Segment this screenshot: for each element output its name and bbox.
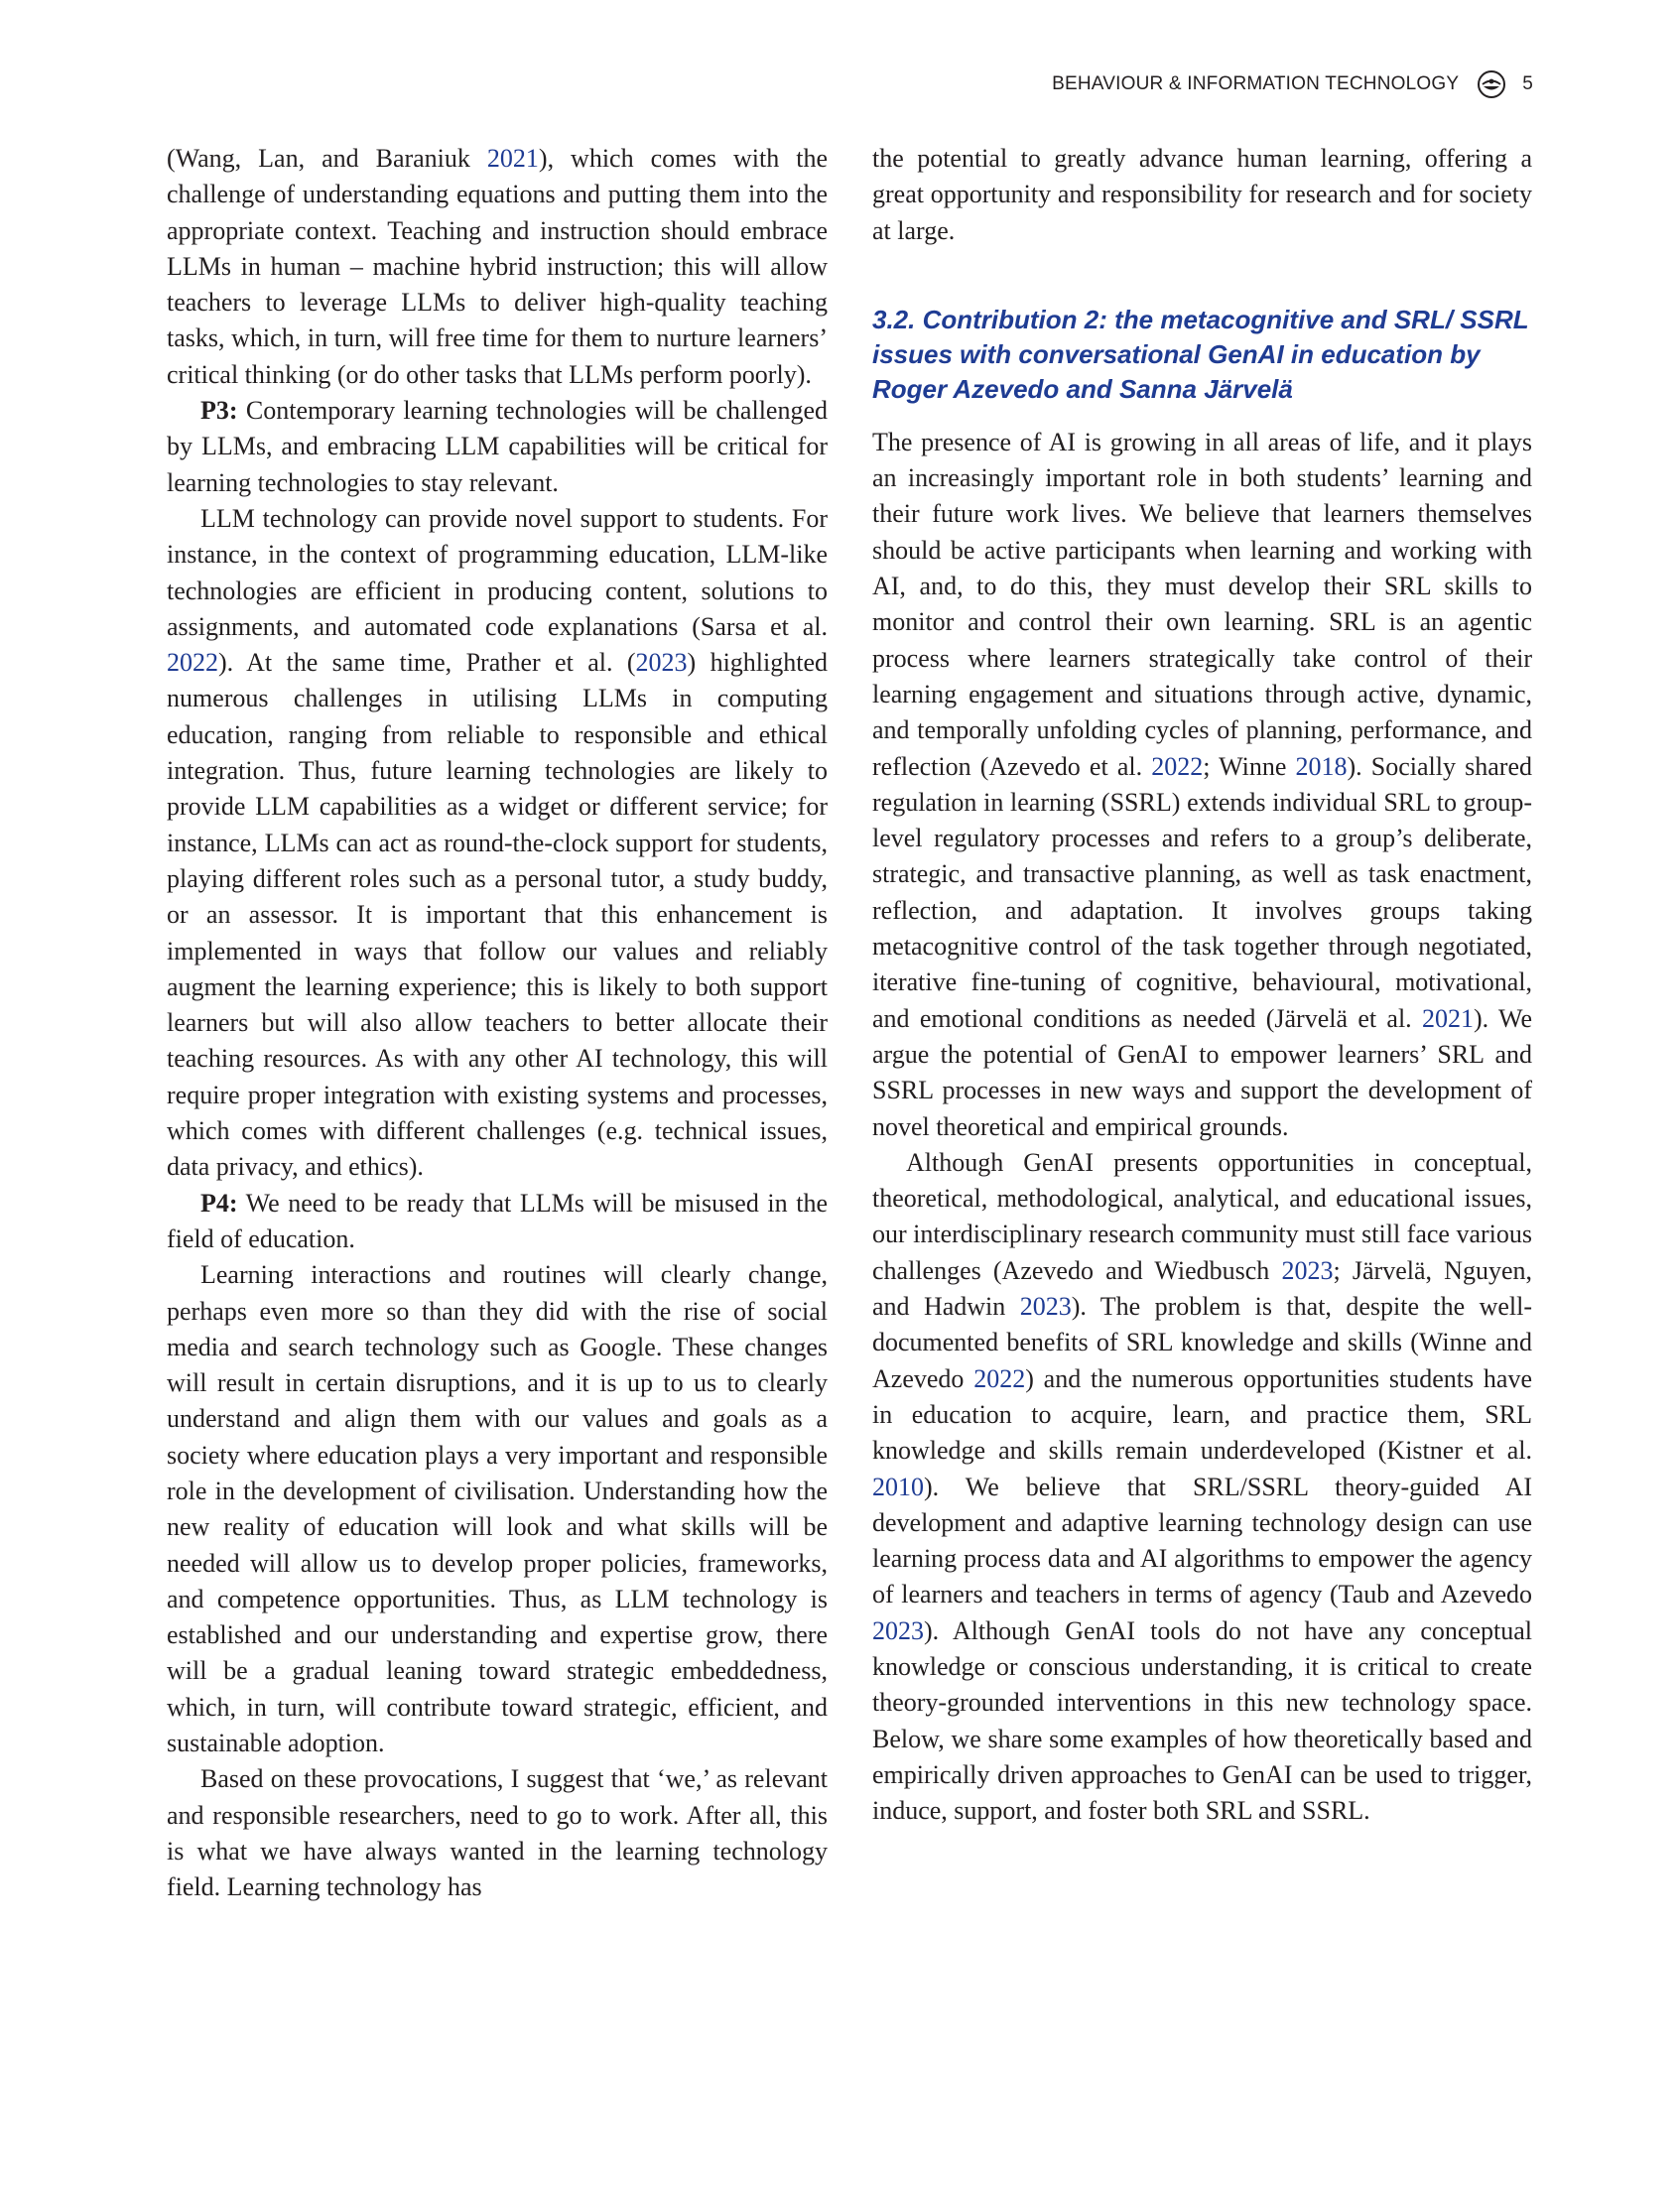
left-column [167,141,828,1906]
citation-year-link[interactable]: 2022 [973,1363,1026,1393]
citation-year-link[interactable]: 2023 [635,648,688,678]
paragraph [167,1257,828,1761]
text-run: LLM technology can provide novel support to students. For instance, in the context of programming education, LLM-like technologies are efficient in producing content, solutions to assignments, and automated code explanations (Sarsa et al. [167,503,828,641]
page-number: 5 [1522,73,1533,94]
paragraph [167,1761,828,1905]
text-run: Although GenAI presents opportunities in conceptual, theoretical, methodological, analytical, and educational issues, our interdisciplinary research community must still face various challenges (Azevedo and Wiedbusch [872,1147,1532,1285]
provocation-label: P3: [200,396,238,426]
citation-year-link[interactable]: 2022 [1151,751,1204,781]
text-run: ). The problem is that, despite the well-documented benefits of SRL knowledge and skills (Winne and Azevedo [872,1292,1532,1393]
paragraph [872,141,1532,249]
paragraph-provocation-p3 [167,393,828,501]
text-run: ) and the numerous opportunities students have in education to acquire, learn, and practice them, SRL knowledge and skills remain underdeveloped (Kistner et al. [872,1363,1532,1466]
paragraph [872,425,1532,1145]
text-run: (Wang, Lan, and Baraniuk [167,144,487,173]
journal-title: BEHAVIOUR & INFORMATION TECHNOLOGY [1052,73,1460,94]
text-run: ). We argue the potential of GenAI to empower learners’ SRL and SSRL processes in new ways and support the development of novel theoretical and empirical grounds. [872,1003,1532,1141]
text-run: ; Järvelä, Nguyen, and Hadwin [872,1255,1532,1322]
paragraph-provocation-p4 [167,1186,828,1258]
text-run: Contemporary learning technologies will be challenged by LLMs, and embracing LLM capabilities will be critical for learning technologies to stay relevant. [167,396,828,497]
citation-year-link[interactable]: 2018 [1295,751,1348,781]
running-head [1052,69,1533,99]
text-run: ; Winne [1203,751,1296,781]
citation-year-link[interactable]: 2021 [1421,1003,1474,1033]
citation-year-link[interactable]: 2023 [872,1615,924,1645]
provocation-label: P4: [200,1188,238,1218]
text-run: ). At the same time, Prather et al. ( [218,648,636,678]
citation-year-link[interactable]: 2023 [1019,1292,1072,1322]
citation-year-link[interactable]: 2023 [1281,1255,1334,1285]
text-run: ) highlighted numerous challenges in utilising LLMs in computing education, ranging from reliable to responsible and ethical integration. Thus, future learning technologies are likely to provide LLM capabilities as a widget or different service; for instance, LLMs can act as round-the-clock support for students, playing different roles such as a personal tutor, a study buddy, or an assessor. It is important that this enhancement is implemented in ways that follow our values and reliably augment the learning experience; this is likely to both support learners but will also allow teachers to better allocate their teaching resources. As with any other AI technology, this will require proper integration with existing systems and processes, which comes with different challenges (e.g. technical issues, data privacy, and ethics). [167,648,828,1182]
citation-year-link[interactable]: 2010 [872,1472,924,1501]
right-column [872,141,1532,1829]
citation-year-link[interactable]: 2021 [486,144,539,173]
text-run: The presence of AI is growing in all areas of life, and it plays an increasingly important role in both students’ learning and their future work lives. We believe that learners themselves should be active participants when learning and working with AI, and, to do this, they must develop their SRL skills to monitor and control their own learning. SRL is an agentic process where learners strategically take control of their learning engagement and situations through active, dynamic, and temporally unfolding cycles of planning, performance, and reflection (Azevedo et al. [872,427,1532,781]
paragraph [872,1145,1532,1830]
crossmark-logo-icon [1477,69,1506,99]
text-run: ). Socially shared regulation in learning (SSRL) extends individual SRL to group-level regulatory processes and refers to a group’s deliberate, strategic, and transactive planning, as well as task enactment, reflection, and adaptation. It involves groups taking metacognitive control of the task together through negotiated, iterative fine-tuning of cognitive, behavioural, motivational, and emotional conditions as needed (Järvelä et al. [872,751,1532,1033]
text-run: ). Although GenAI tools do not have any conceptual knowledge or conscious understanding, it is critical to create theory-grounded interventions in this new technology space. Below, we share some examples of how theoretically based and empirically driven approaches to GenAI can be used to trigger, induce, support, and foster both SRL and SSRL. [872,1615,1532,1826]
paragraph [167,501,828,1186]
paragraph [167,141,828,393]
text-run: ), which comes with the challenge of understanding equations and putting them into the appropriate context. Teaching and instruction should embrace LLMs in human – machine hybrid instruction; this will allow teachers to leverage LLMs to deliver high-quality teaching tasks, which, in turn, will free time for them to nurture learners’ critical thinking (or do other tasks that LLMs perform poorly). [167,144,828,389]
citation-year-link[interactable]: 2022 [167,648,218,678]
text-run: ). We believe that SRL/SSRL theory-guided AI development and adaptive learning technology design can use learning process data and AI algorithms to empower the agency of learners and teachers in terms of agency (Taub and Azevedo [872,1472,1532,1609]
text-run: We need to be ready that LLMs will be misused in the field of education. [167,1188,828,1253]
text-run: Based on these provocations, I suggest that ‘we,’ as relevant and responsible researchers, need to go to work. After all, this is what we have always wanted in the learning technology field. Learning technology has [167,1764,828,1902]
section-heading: 3.2. Contribution 2: the metacognitive and SRL/ SSRL issues with conversational GenAI in education by Roger Azevedo and Sanna Järvelä [872,304,1529,404]
text-run: the potential to greatly advance human learning, offering a great opportunity and responsibility for research and for society at large. [872,144,1532,245]
text-run: Learning interactions and routines will clearly change, perhaps even more so than they did with the rise of social media and search technology such as Google. These changes will result in certain disruptions, and it is up to us to clearly understand and align them with our values and goals as a society where education plays a very important and responsible role in the development of civilisation. Understanding how the new reality of education will look and what skills will be needed will allow us to develop proper policies, frameworks, and competence opportunities. Thus, as LLM technology is established and our understanding and expertise grow, there will be a gradual leaning toward strategic embeddedness, which, in turn, will contribute toward strategic, efficient, and sustainable adoption. [167,1260,828,1758]
